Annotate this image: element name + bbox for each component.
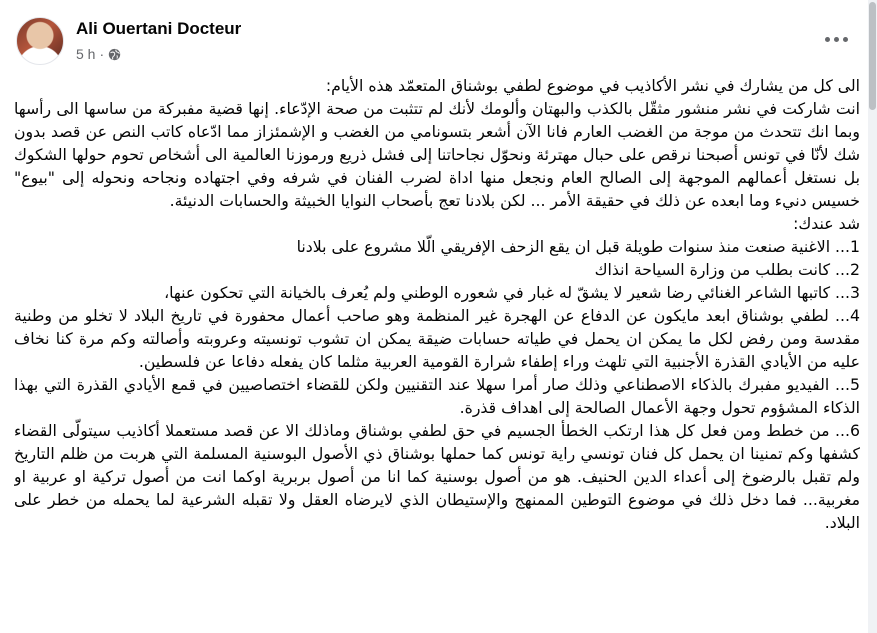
scrollbar-thumb[interactable] <box>869 2 876 110</box>
scrollbar[interactable] <box>868 0 877 633</box>
post-meta <box>76 46 121 62</box>
more-options-button[interactable] <box>818 24 854 54</box>
more-options-dot <box>843 37 848 42</box>
post-paragraph: انت شاركت في نشر منشور مثقّل بالكذب والبهتان وألومك لأنك لم تتثبت من صحة الإدّعاء. إنها قضية مفبركة من ساسها الى رأسها وبما انك تتحدث من موجة من الغضب العارم فانا الآن أشعر بتسونامي من الغضب و الإشمئزاز مما ادّعاه كاتب النص عن قصد بدون شك لأنّا في تونس أصبحنا نرقص على حبال مهترئة ونحوّل نجاحاتنا إلى فشل ذريع ورموزنا العالمية الى أشخاص تحوم حولها الشكوك بل نستغل أعمالهم الموجهة إلى الصالح العام ونجعل منها اداة لضرب الفنان في شرفه وفي اجتهاده ونجاحه ونحوله إلى "بيوع" خسيس دنيء وما ابعده عن ذلك في حقيقة الأمر ... لكن بلادنا تعج بأصحاب النوايا الخبيثة والحسابات الدنيئة. <box>14 99 860 210</box>
post-header <box>0 0 877 74</box>
more-options-icon <box>825 37 830 42</box>
post-paragraph: شد عندك: <box>793 214 860 233</box>
post-list-item: 1... الاغنية صنعت منذ سنوات طويلة قبل ان يقع الزحف الإفريقي الّلا مشروع على بلادنا <box>296 237 860 256</box>
post-list-item: 5... الفيديو مفبرك بالذكاء الاصطناعي وذلك صار أمرا سهلا عند التقنيين ولكن للقضاء اختصاصيين في قمع الأيادي القذرة التي بهذا الذكاء المشؤوم تحول وجهة الأعمال الصالحة إلى اهداف قذرة. <box>14 375 860 417</box>
globe-icon[interactable] <box>108 48 121 61</box>
post-time[interactable]: 5 h <box>76 46 96 62</box>
post-list-item: 3... كاتبها الشاعر الغنائي رضا شعير لا يشقّ له غبار في شعوره الوطني ولم يُعرف بالخيانة التي تحكون عنها، <box>164 283 860 302</box>
more-options-dot <box>834 37 839 42</box>
avatar[interactable] <box>16 17 64 65</box>
post-list-item: 6... من خطط ومن فعل كل هذا ارتكب الخطأ الجسيم في حق لطفي بوشناق وماذلك الا عن قصد مستعملا أكاذيب سيتولّى القضاء كشفها وكم تمنينا ان يحمل كل فنان تونسي راية تونس كما حملها بوشناق ذي الأصول البوسنية المسلمة التي هربت من ظلم التاريخ ولم تقبل بالرضوخ إلى أعداء الدين الحنيف. هو من أصول بوسنية كما انا من أصول بربرية اوكما انت من أصول تركية او عربية او مغربية... فما دخل ذلك في موضوع التوطين الممنهج والإستيطان الذي لايرضاه العقل ولا تقبله الشرعية لما يحمله من خطر على البلاد. <box>14 421 860 532</box>
author-name[interactable]: Ali Ouertani Docteur <box>76 19 242 38</box>
post-list-item: 4... لطفي بوشناق ابعد مايكون عن الدفاع عن الهجرة غير المنظمة وهو صاحب أعمال محفورة في تاريخ البلاد لا تخلو من وطنية مقدسة ومن رفض لكل ما يمكن ان يحمل في طياته حسابات ضيقة يمكن ان تشوب تونسيته وعروبته وأصالته وكم مرة كنا نخاف عليه من الأيادي القذرة الأجنبية التي تلهث وراء إطفاء شرارة القومية العربية مثلما كان يفعله دفاعا عن فلسطين. <box>14 306 860 371</box>
meta-separator: · <box>99 46 105 62</box>
post-text <box>14 74 860 633</box>
post-paragraph: الى كل من يشارك في نشر الأكاذيب في موضوع لطفي بوشناق المتعمّد هذه الأيام: <box>325 76 860 95</box>
post-list-item: 2... كانت بطلب من وزارة السياحة انذاك <box>594 260 860 279</box>
